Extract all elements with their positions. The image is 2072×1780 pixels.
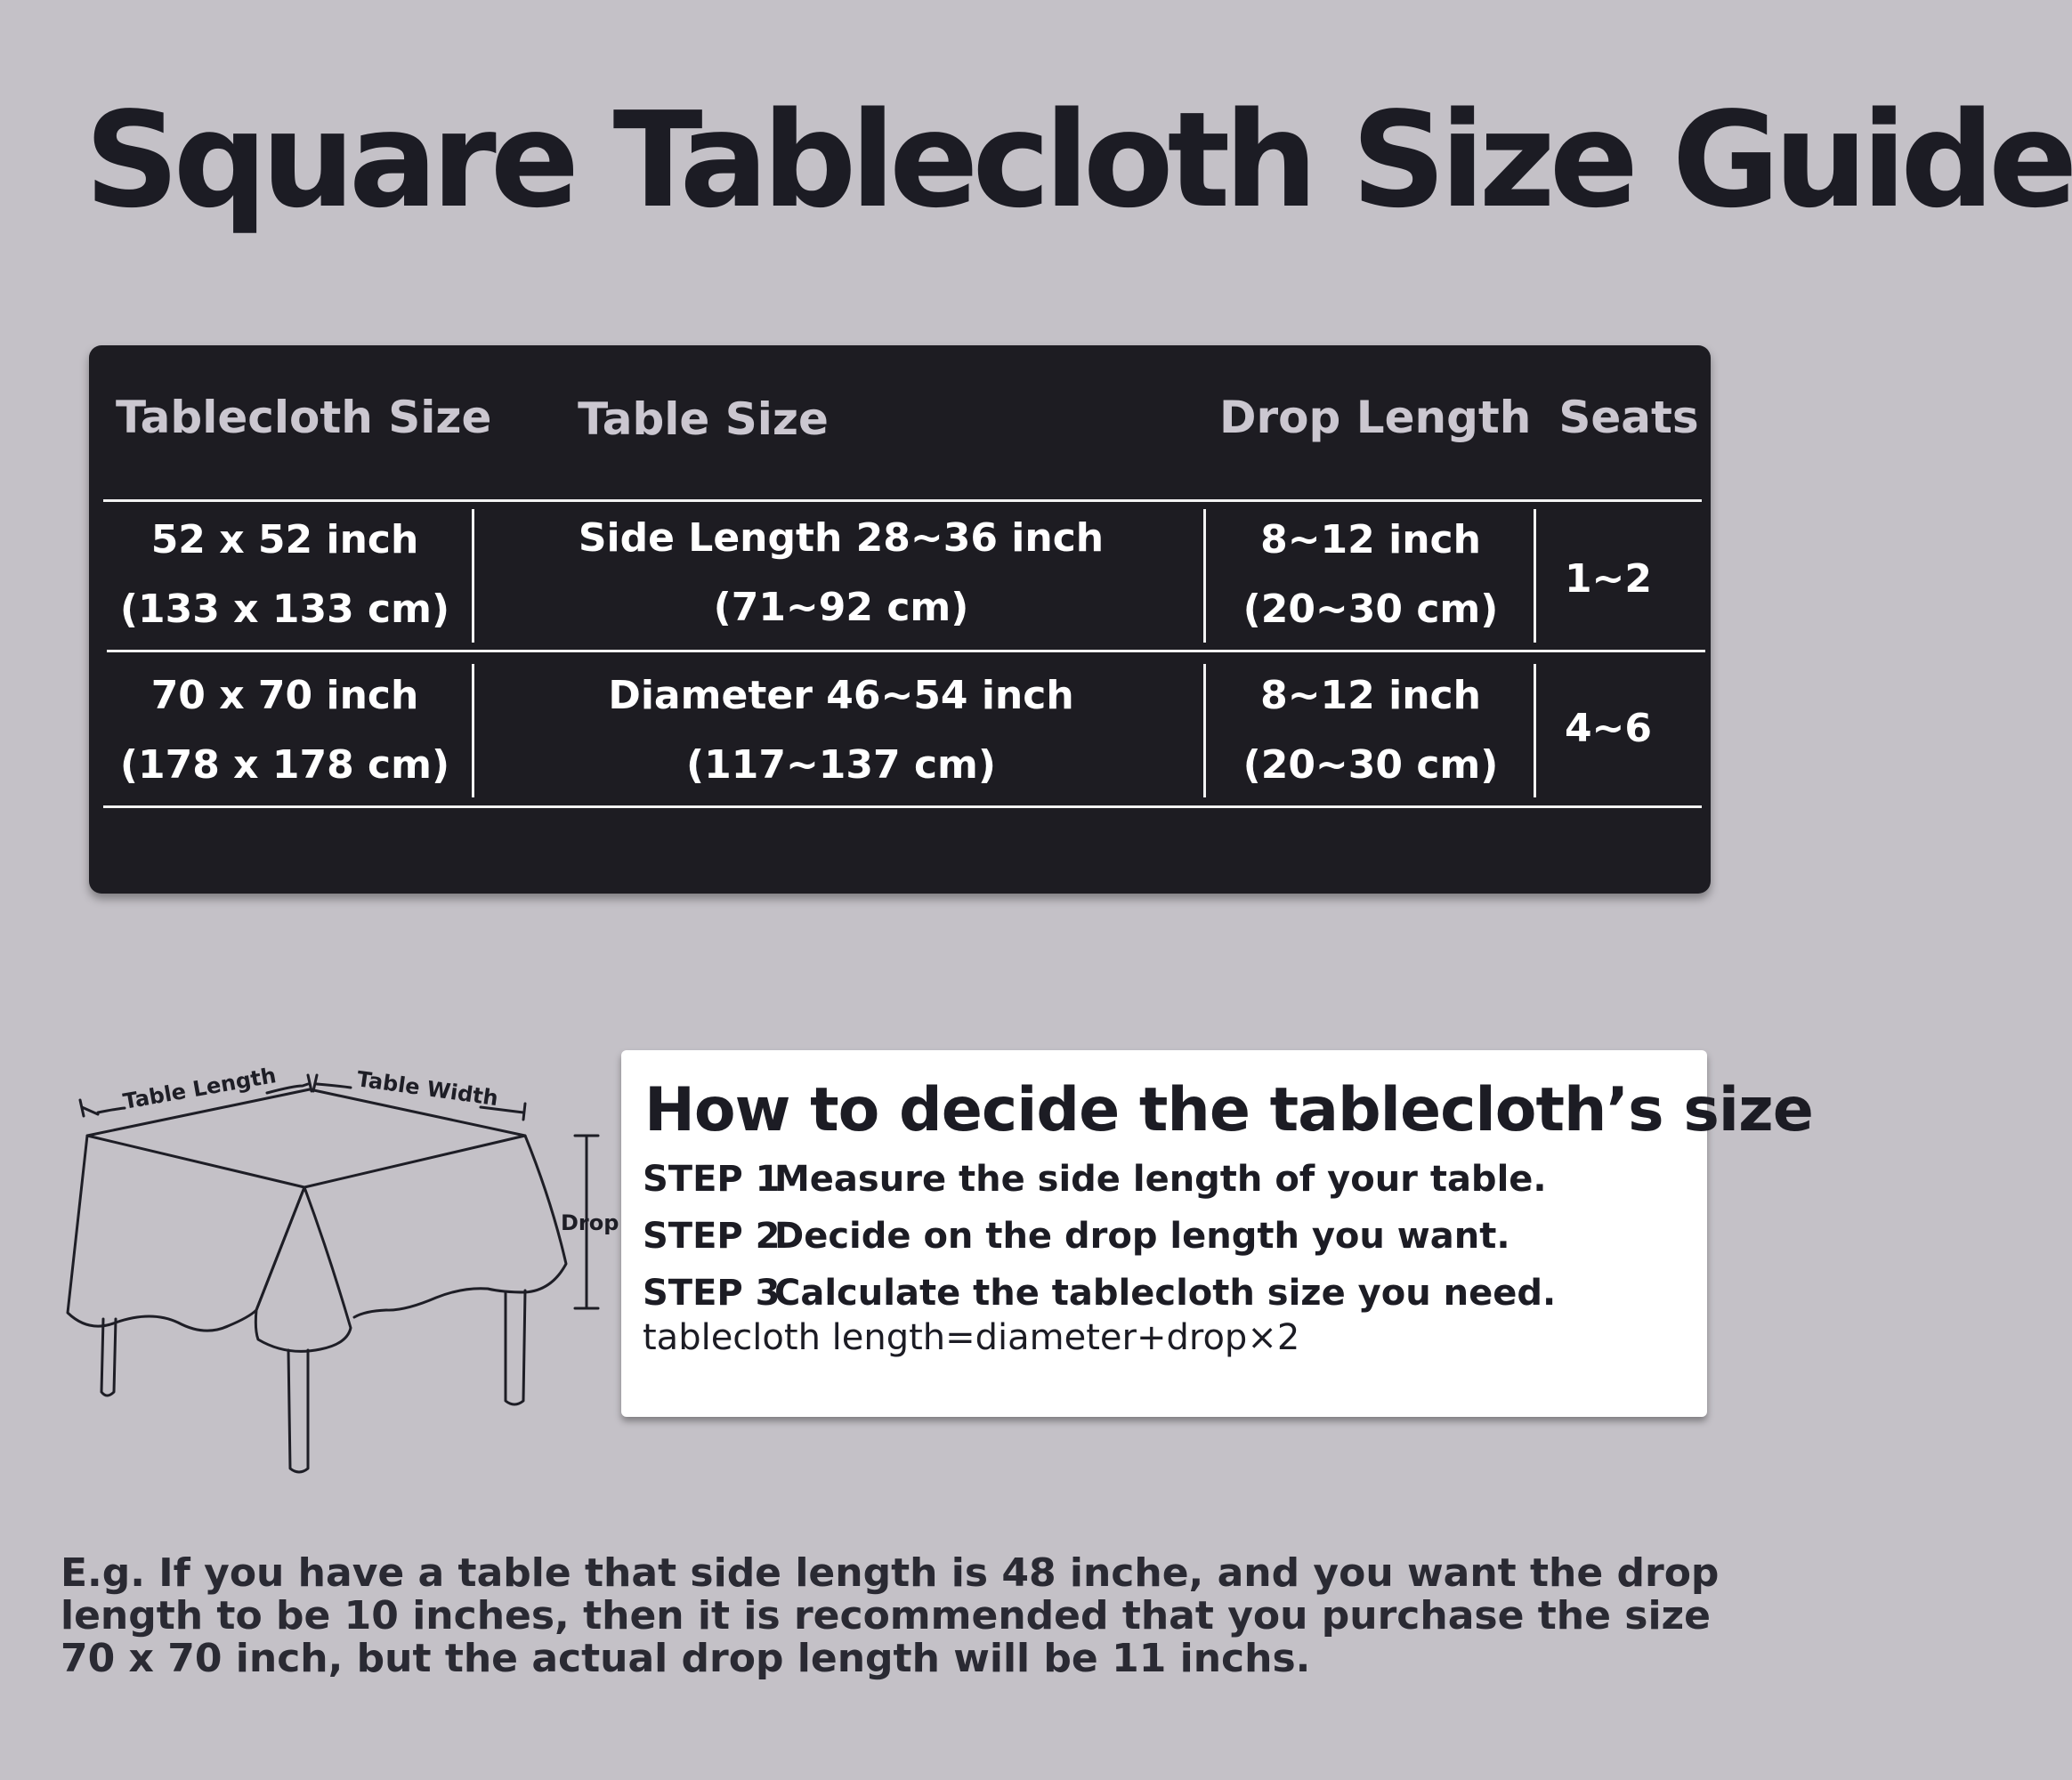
divider — [107, 650, 1705, 652]
table-width-label: Table Width — [355, 1066, 500, 1112]
step-2: STEP 2Decide on the drop length you want. — [643, 1216, 1510, 1257]
table-row-2-table-size: Diameter 46~54 inch (117~137 cm) — [608, 673, 1074, 788]
divider — [472, 664, 474, 797]
step-1: STEP 1Measure the side length of your table. — [643, 1159, 1547, 1200]
divider — [1534, 509, 1536, 643]
table-row-1-seats: 1~2 — [1564, 556, 1653, 602]
table-row-1-drop: 8~12 inch (20~30 cm) — [1242, 517, 1499, 632]
table-length-label: Table Length — [121, 1063, 279, 1114]
divider — [472, 509, 474, 643]
drop-label: Drop — [561, 1210, 619, 1235]
header-seats: Seats — [1558, 392, 1699, 443]
divider — [1203, 509, 1206, 643]
table-row-1-table-size: Side Length 28~36 inch (71~92 cm) — [578, 515, 1105, 630]
divider — [103, 499, 1702, 502]
table-row-2-drop: 8~12 inch (20~30 cm) — [1242, 673, 1499, 788]
divider — [1534, 664, 1536, 797]
guide-card — [621, 1050, 1813, 1417]
size-formula: tablecloth length=diameter+drop×2 — [643, 1317, 1300, 1358]
step-3: STEP 3Calculate the tablecloth size you need. — [643, 1273, 1557, 1314]
divider — [103, 805, 1702, 808]
header-drop-length: Drop Length — [1219, 392, 1532, 443]
table-row-2-seats: 4~6 — [1564, 706, 1653, 751]
table-row-2-tablecloth: 70 x 70 inch (178 x 178 cm) — [119, 673, 450, 788]
tablecloth-diagram — [53, 1059, 623, 1486]
example-note: E.g. If you have a table that side length is 48 inche, and you want the drop length to be 10 inches, then it is recommended that you purchase the size 70 x 70 inch, but the actual drop length will be 11 inchs. — [61, 1550, 1720, 1681]
divider — [1203, 664, 1206, 797]
page-title: Square Tablecloth Size Guide — [85, 84, 2072, 237]
table-row-1-tablecloth: 52 x 52 inch (133 x 133 cm) — [119, 517, 450, 632]
header-tablecloth-size: Tablecloth Size — [116, 392, 492, 443]
header-table-size: Table Size — [578, 393, 829, 445]
guide-heading: How to decide the tablecloth’s size — [644, 1075, 1813, 1145]
size-table — [89, 345, 1711, 894]
